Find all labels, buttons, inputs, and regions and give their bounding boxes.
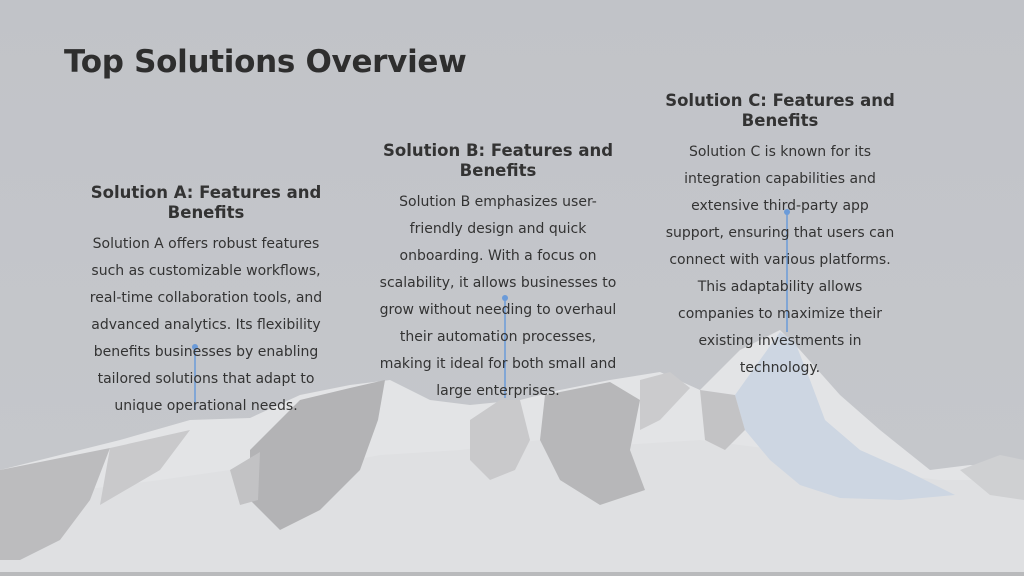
solution-b-block <box>378 141 618 405</box>
solution-c-heading: Solution C: Features and Benefits <box>665 91 895 130</box>
solution-a-block <box>86 183 326 420</box>
solution-b-body: Solution B emphasizes user-friendly design and quick onboarding. With a focus on scalability, it allows businesses to grow without needing to overhaul their automation processes, making it ideal for both small and large enterprises. <box>379 194 617 399</box>
slide-title: Top Solutions Overview <box>64 44 467 80</box>
solution-a-heading: Solution A: Features and Benefits <box>90 183 322 222</box>
solution-c-block <box>660 91 900 382</box>
solution-b-heading: Solution B: Features and Benefits <box>382 141 614 180</box>
solution-c-body: Solution C is known for its integration capabilities and extensive third-party app support, ensuring that users can connect with various platforms. This adaptability allows companies to maximize their existing investments in technology. <box>665 144 895 376</box>
solution-a-body: Solution A offers robust features such as customizable workflows, real-time collaboration tools, and advanced analytics. Its flexibility benefits businesses by enabling tailored solutions that adapt to unique operational needs. <box>89 236 323 414</box>
